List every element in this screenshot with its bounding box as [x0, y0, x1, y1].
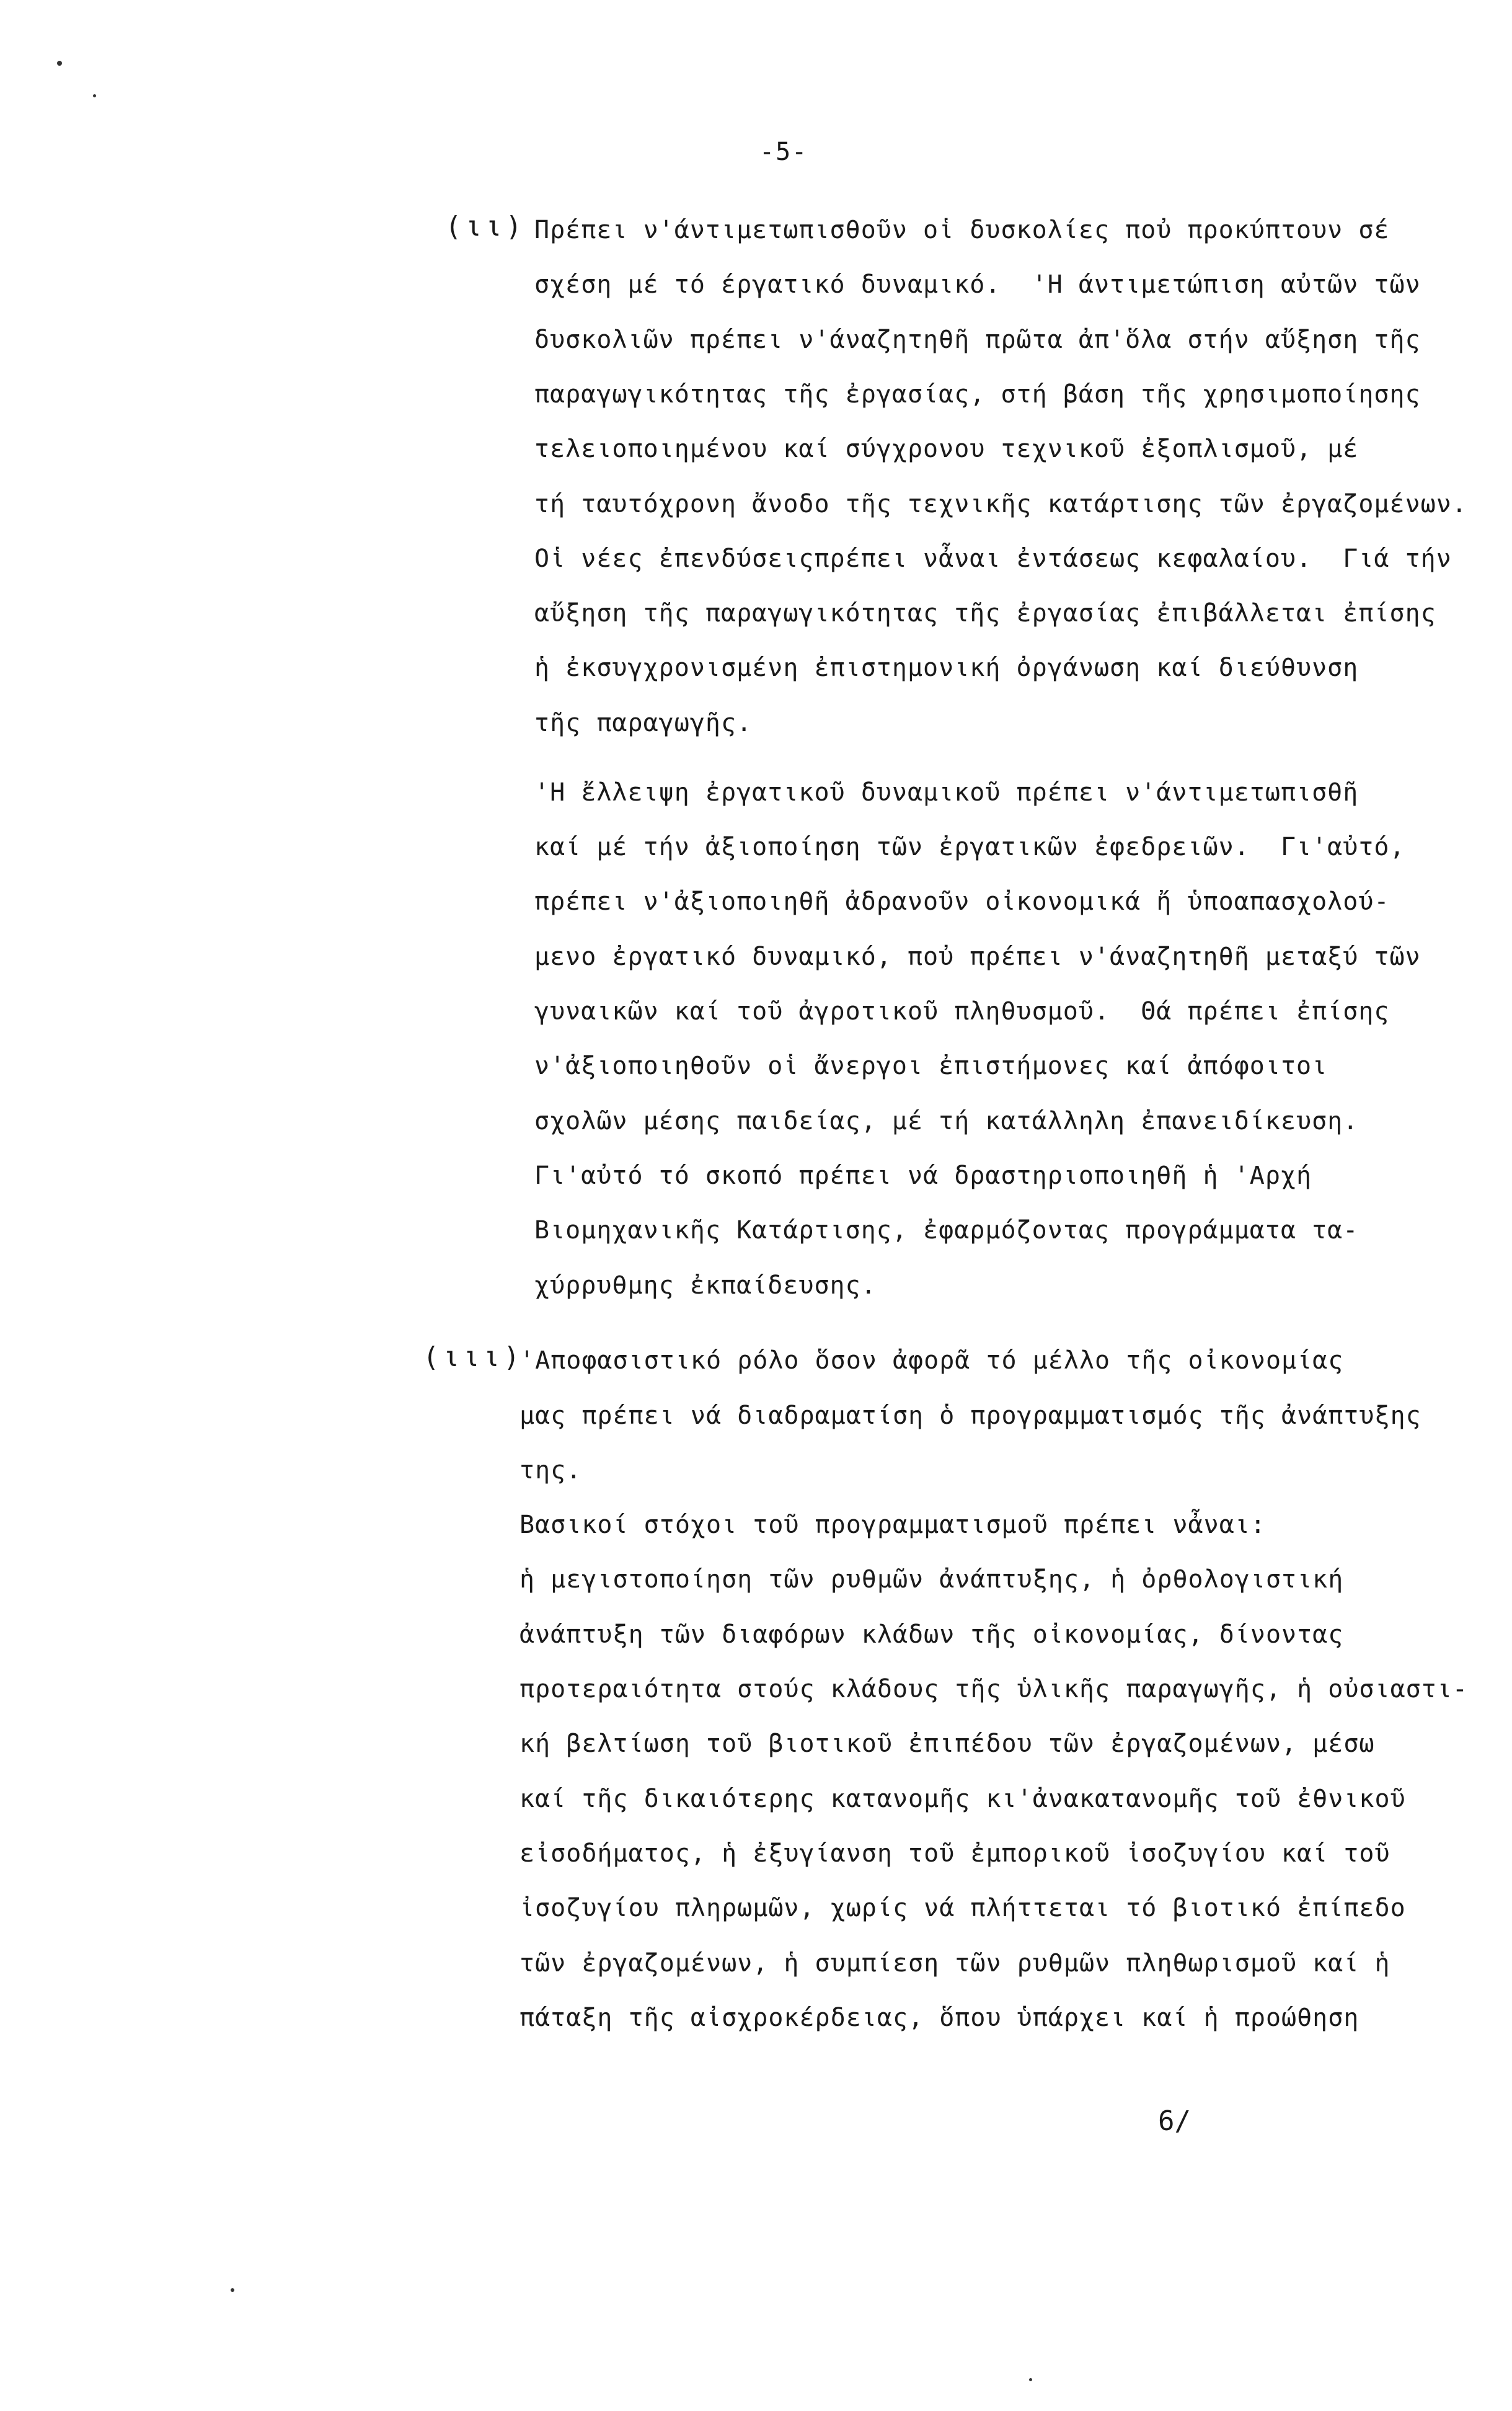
page-number: -5- — [759, 138, 808, 166]
text-line: 'Η ἔλλειψη ἐργατικοῦ δυναμικοῦ πρέπει ν'άντιμετωπισθῆ — [534, 778, 1359, 807]
text-line: ἀνάπτυξη τῶν διαφόρων κλάδων τῆς οἰκονομίας, δίνοντας — [519, 1620, 1344, 1649]
text-line: σχολῶν μέσης παιδείας, μέ τή κατάλληλη ἐπανειδίκευση. — [534, 1107, 1359, 1135]
text-line: σχέση μέ τό έργατικό δυναμικό. 'Η άντιμετώπιση αὐτῶν τῶν — [534, 270, 1421, 299]
section-marker-ii: (ιι) — [445, 211, 526, 242]
text-line: ν'ἀξιοποιηθοῦν οἱ ἄνεργοι ἐπιστήμονες καί ἀπόφοιτοι — [534, 1052, 1328, 1080]
text-line: προτεραιότητα στούς κλάδους τῆς ὑλικῆς παραγωγῆς, ἡ οὐσιαστι- — [519, 1675, 1469, 1703]
text-line: ἡ μεγιστοποίηση τῶν ρυθμῶν ἀνάπτυξης, ἡ ὀρθολογιστική — [519, 1565, 1344, 1594]
scan-speck — [93, 94, 96, 97]
text-line: αὔξηση τῆς παραγωγικότητας τῆς ἐργασίας ἐπιβάλλεται ἐπίσης — [534, 599, 1436, 628]
scan-speck — [1029, 2378, 1032, 2381]
text-line: ἡ ἐκσυγχρονισμένη ἐπιστημονική ὀργάνωση καί διεύθυνση — [534, 654, 1359, 682]
text-line: χύρρυθμης ἐκπαίδευσης. — [534, 1271, 877, 1300]
text-line: πάταξη τῆς αἰσχροκέρδειας, ὅπου ὑπάρχει καί ἡ προώθηση — [519, 2004, 1359, 2032]
text-line: Βασικοί στόχοι τοῦ προγραμματισμοῦ πρέπει νἆναι: — [519, 1511, 1266, 1539]
text-line: παραγωγικότητας τῆς ἐργασίας, στή βάση τῆς χρησιμοποίησης — [534, 380, 1421, 409]
text-line: της. — [519, 1456, 582, 1485]
text-line: 'Αποφασιστικό ρόλο ὅσον ἀφορᾶ τό μέλλο τῆς οἰκονομίας — [519, 1346, 1344, 1375]
text-line: καί τῆς δικαιότερης κατανομῆς κι'ἀνακατανομῆς τοῦ ἐθνικοῦ — [519, 1785, 1406, 1813]
text-line: τή ταυτόχρονη ἄνοδο τῆς τεχνικῆς κατάρτισης τῶν ἐργαζομένων. — [534, 490, 1467, 518]
text-line: δυσκολιῶν πρέπει ν'άναζητηθῆ πρῶτα ἀπ'ὅλα στήν αὔξηση τῆς — [534, 326, 1421, 354]
text-line: Πρέπει ν'άντιμετωπισθοῦν οἱ δυσκολίες ποὐ προκύπτουν σέ — [534, 216, 1390, 244]
catchword: 6/ — [1158, 2105, 1191, 2137]
text-line: μενο ἐργατικό δυναμικό, ποὐ πρέπει ν'άναζητηθῆ μεταξύ τῶν — [534, 943, 1421, 971]
text-line: τελειοποιημένου καί σύγχρονου τεχνικοῦ ἐξοπλισμοῦ, μέ — [534, 435, 1359, 463]
text-line: Βιομηχανικῆς Κατάρτισης, ἐφαρμόζοντας προγράμματα τα- — [534, 1216, 1359, 1245]
section-marker-iii: (ιιι) — [423, 1341, 524, 1373]
text-line: τῶν ἐργαζομένων, ἡ συμπίεση τῶν ρυθμῶν πληθωρισμοῦ καί ἡ — [519, 1949, 1390, 1978]
text-line: εἰσοδήματος, ἡ ἐξυγίανση τοῦ ἐμπορικοῦ ἰσοζυγίου καί τοῦ — [519, 1839, 1390, 1868]
text-line: μας πρέπει νά διαδραματίση ὁ προγραμματισμός τῆς ἀνάπτυξης — [519, 1401, 1421, 1430]
text-line: πρέπει ν'ἀξιοποιηθῆ ἀδρανοῦν οἰκονομικά ἤ ὑποαπασχολού- — [534, 887, 1390, 916]
scan-speck — [57, 61, 62, 66]
text-line: καί μέ τήν ἀξιοποίηση τῶν ἐργατικῶν ἐφεδρειῶν. Γι'αὐτό, — [534, 833, 1405, 861]
text-line: τῆς παραγωγῆς. — [534, 709, 753, 737]
text-line: γυναικῶν καί τοῦ ἀγροτικοῦ πληθυσμοῦ. Θά πρέπει ἐπίσης — [534, 997, 1390, 1026]
text-line: Γι'αὐτό τό σκοπό πρέπει νά δραστηριοποιηθῆ ἡ 'Αρχή — [534, 1161, 1312, 1190]
scan-speck — [231, 2288, 234, 2292]
text-line: κή βελτίωση τοῦ βιοτικοῦ ἐπιπέδου τῶν ἐργαζομένων, μέσω — [519, 1729, 1375, 1758]
text-line: Οἱ νέες ἐπενδύσειςπρέπει νἆναι ἐντάσεως κεφαλαίου. Γιά τήν — [534, 544, 1452, 573]
text-line: ἰσοζυγίου πληρωμῶν, χωρίς νά πλήττεται τό βιοτικό ἐπίπεδο — [519, 1894, 1406, 1922]
